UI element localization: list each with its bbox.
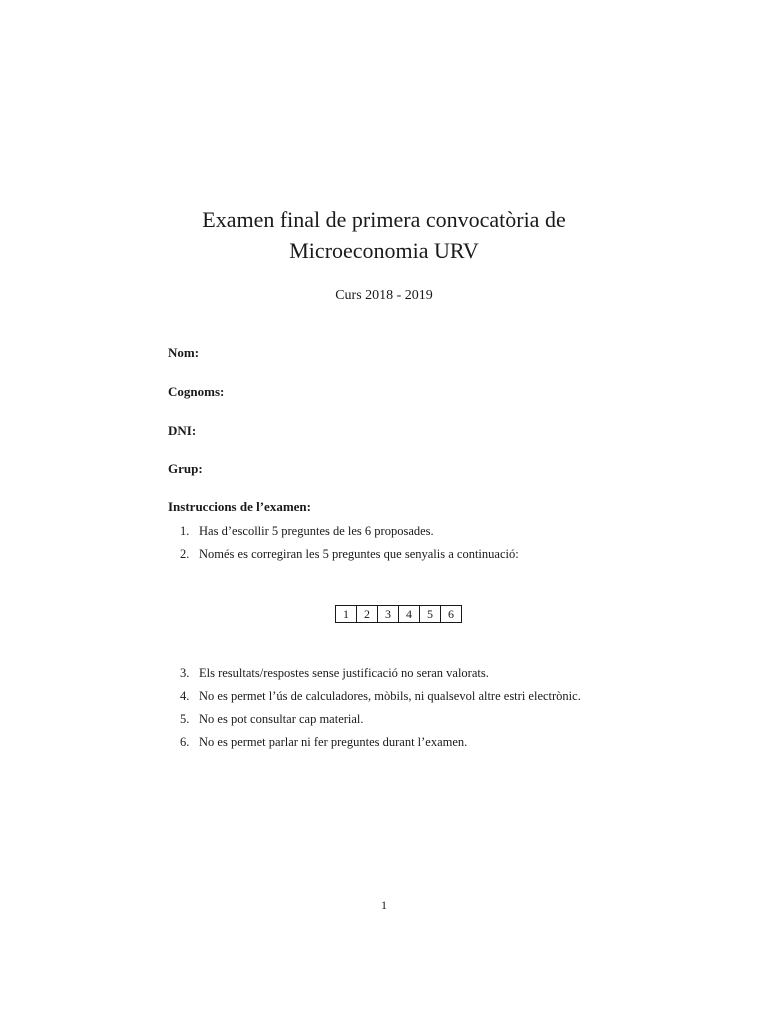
instruction-item [180,710,364,728]
question-selection-table [335,605,462,623]
instruction-number: 2. [180,547,190,561]
course-year: Curs 2018 - 2019 [335,288,433,303]
instruction-text: Els resultats/respostes sense justificació no seran valorats. [199,666,489,680]
instruction-text: Has d’escollir 5 preguntes de les 6 proposades. [199,524,434,538]
instruction-number: 5. [180,712,190,726]
group-label: Grup: [168,461,203,476]
instruction-item [180,664,489,682]
instruction-text: No es permet l’ús de calculadores, mòbils, ni qualsevol altre estri electrònic. [199,689,581,703]
name-label: Nom: [168,345,200,360]
exam-title-line1: Examen final de primera convocatòria de [202,207,566,232]
instructions-heading: Instruccions de l’examen: [168,499,311,514]
instruction-text: Només es corregiran les 5 preguntes que senyalis a continuació: [199,547,519,561]
instruction-number: 3. [180,666,190,680]
page-number: 1 [381,898,387,912]
instruction-item [180,545,519,563]
question-cell[interactable]: 4 [399,606,420,623]
instruction-item [180,687,581,705]
instruction-text: No es pot consultar cap material. [199,712,364,726]
instruction-text: No es permet parlar ni fer preguntes durant l’examen. [199,735,468,749]
instruction-item [180,733,467,751]
instruction-number: 1. [180,524,190,538]
question-cell[interactable]: 5 [420,606,441,623]
question-cell[interactable]: 1 [336,606,357,623]
instruction-number: 4. [180,689,190,703]
question-cell[interactable]: 3 [378,606,399,623]
question-cell[interactable]: 2 [357,606,378,623]
dni-label: DNI: [168,423,197,438]
exam-title-line2: Microeconomia URV [289,238,479,263]
instruction-number: 6. [180,735,190,749]
instruction-item [180,522,434,540]
surname-label: Cognoms: [168,384,225,399]
question-cell[interactable]: 6 [441,606,462,623]
